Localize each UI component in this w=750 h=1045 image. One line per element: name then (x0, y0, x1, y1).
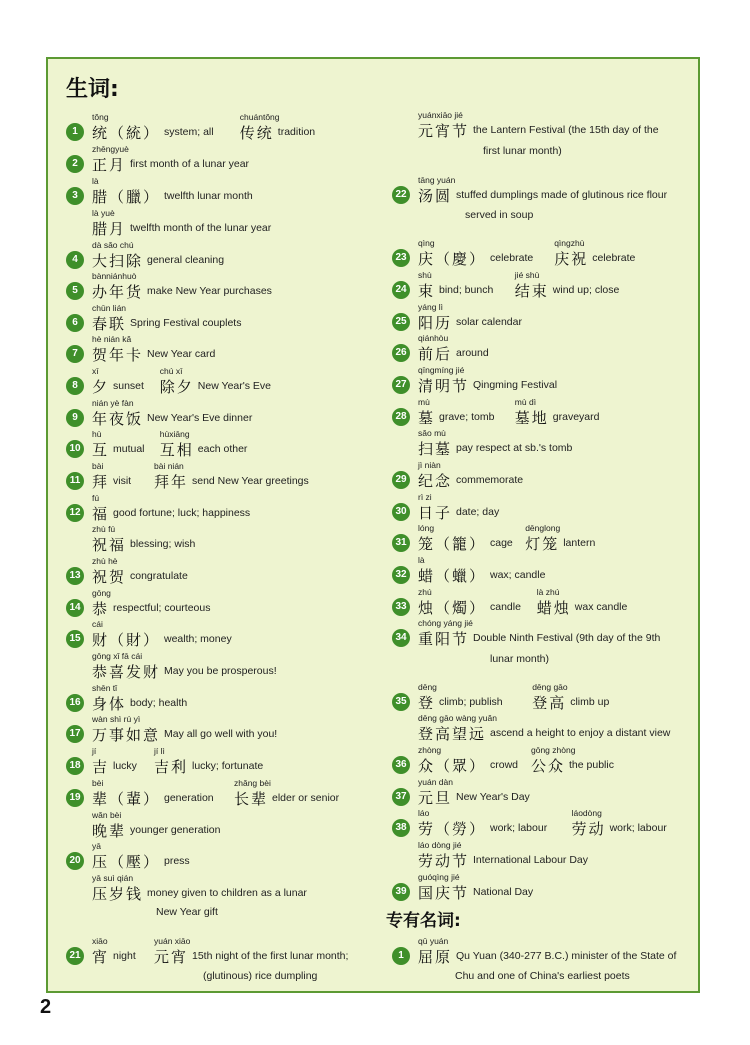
chinese-word: 吉利 (154, 758, 189, 776)
vocab-entry (66, 303, 386, 333)
pinyin: wàn shì rú yì (92, 714, 141, 724)
vocab-entry (66, 810, 386, 840)
english-meaning: ascend a height to enjoy a distant view (490, 727, 671, 739)
vocab-entry (66, 208, 386, 238)
pinyin: cái (92, 619, 103, 629)
pinyin: dà sǎo chú (92, 240, 134, 250)
vocab-entry (66, 334, 386, 364)
pinyin: bànniánhuò (92, 271, 137, 281)
pinyin: mù (418, 397, 430, 407)
chinese-word: 福 (92, 505, 110, 523)
pinyin: qìng (418, 238, 435, 248)
english-meaning-continued: Chu and one of China's earliest poets (455, 970, 630, 982)
chinese-word: 除夕 (159, 378, 194, 396)
english-meaning-continued: (glutinous) rice dumpling (203, 970, 318, 982)
pinyin: yā (92, 841, 101, 851)
vocab-entry (66, 778, 386, 808)
chinese-word: 登高 (532, 694, 567, 712)
vocab-entry (66, 841, 386, 871)
chinese-word: 前后 (418, 345, 453, 363)
pinyin: tǒng (92, 112, 109, 122)
entry-number-badge: 6 (66, 314, 84, 332)
pinyin: là (92, 176, 99, 186)
english-meaning: wax; candle (490, 569, 546, 581)
entry-number-badge: 20 (66, 852, 84, 870)
chinese-word: 庆（慶） (418, 250, 487, 268)
pinyin: qū yuán (418, 936, 449, 946)
pinyin: chú xī (159, 366, 183, 376)
entry-number-badge: 9 (66, 409, 84, 427)
pinyin: rì zi (418, 492, 432, 502)
english-meaning: climb up (570, 696, 610, 708)
english-meaning: generation (164, 792, 214, 804)
english-meaning: first month of a lunar year (130, 158, 250, 170)
pinyin: dēnglong (525, 523, 561, 533)
pinyin: chūn lián (92, 303, 127, 313)
english-meaning: general cleaning (147, 254, 225, 266)
chinese-word: 腊月 (92, 220, 127, 238)
chinese-word: 国庆节 (418, 884, 470, 902)
english-meaning: pay respect at sb.'s tomb (456, 442, 573, 454)
english-meaning: around (456, 347, 489, 359)
english-meaning: tradition (277, 126, 316, 138)
vocab-entry (392, 175, 712, 205)
chinese-word: 墓 (418, 409, 436, 427)
chinese-word: 汤圆 (418, 187, 453, 205)
pinyin: qìngzhù (554, 238, 585, 248)
english-meaning: celebrate (592, 252, 636, 264)
vocab-entry (392, 936, 712, 966)
chinese-word: 宵 (92, 948, 110, 966)
chinese-word: 腊（臘） (92, 188, 161, 206)
vocab-entry (66, 936, 386, 966)
chinese-word: 拜 (92, 473, 110, 491)
pinyin: jié shù (514, 270, 540, 280)
english-meaning: May you be prosperous! (164, 665, 277, 677)
chinese-word: 辈（輩） (92, 790, 161, 808)
entry-number-badge: 25 (392, 313, 410, 331)
chinese-word: 互 (92, 441, 110, 459)
english-meaning: the public (569, 759, 614, 771)
english-meaning: grave; tomb (439, 411, 495, 423)
english-meaning-continued: lunar month) (490, 653, 549, 665)
entry-number-badge: 3 (66, 187, 84, 205)
english-meaning: Qu Yuan (340-277 B.C.) minister of the State of (456, 950, 677, 962)
chinese-word: 拜年 (154, 473, 189, 491)
english-meaning: date; day (456, 506, 500, 518)
chinese-word: 长辈 (234, 790, 269, 808)
entry-number-badge: 23 (392, 249, 410, 267)
chinese-word: 清明节 (418, 377, 470, 395)
vocab-entry (392, 397, 712, 427)
page-number: 2 (40, 996, 52, 1018)
entry-number-badge: 36 (392, 756, 410, 774)
chinese-word: 蜡（蠟） (418, 567, 487, 585)
chinese-word: 公众 (531, 757, 566, 775)
chinese-word: 扫墓 (418, 440, 453, 458)
english-meaning: work; labour (609, 822, 667, 834)
pinyin: fú (92, 493, 100, 503)
chinese-word: 束 (418, 282, 436, 300)
vocab-entry (392, 333, 712, 363)
english-meaning: candle (490, 601, 521, 613)
vocab-entry (66, 461, 386, 491)
entry-number-badge: 5 (66, 282, 84, 300)
english-meaning: respectful; courteous (113, 602, 211, 614)
pinyin: yuán xiāo (154, 936, 191, 946)
entry-number-badge: 14 (66, 599, 84, 617)
pinyin: gōng zhòng (531, 745, 576, 755)
page-title: 生词: (66, 77, 119, 102)
english-meaning: congratulate (130, 570, 188, 582)
english-meaning: elder or senior (272, 792, 340, 804)
entry-number-badge: 37 (392, 788, 410, 806)
entry-number-badge: 17 (66, 725, 84, 743)
english-meaning: solar calendar (456, 316, 522, 328)
pinyin: shēn tǐ (92, 683, 118, 693)
entry-number-badge: 1 (392, 947, 410, 965)
chinese-word: 劳（勞） (418, 820, 487, 838)
entry-number-badge: 38 (392, 819, 410, 837)
entry-number-badge: 19 (66, 789, 84, 807)
chinese-word: 正月 (92, 156, 127, 174)
pinyin: gōng (92, 588, 111, 598)
proper-nouns-title: 专有名词: (386, 911, 461, 931)
english-meaning: climb; publish (439, 696, 503, 708)
pinyin: dēng gāo wàng yuǎn (418, 713, 497, 723)
chinese-word: 春联 (92, 315, 127, 333)
english-meaning: visit (113, 475, 132, 487)
english-meaning: wealth; money (164, 633, 232, 645)
vocab-entry (392, 270, 712, 300)
pinyin: zhù fú (92, 524, 116, 534)
vocab-entry (66, 176, 386, 206)
chinese-word: 恭 (92, 600, 110, 618)
pinyin: jí (92, 746, 97, 756)
chinese-word: 恭喜发财 (92, 663, 161, 681)
entry-number-badge: 33 (392, 598, 410, 616)
entry-number-badge: 28 (392, 408, 410, 426)
english-meaning: sunset (113, 380, 144, 392)
english-meaning: twelfth month of the lunar year (130, 222, 272, 234)
pinyin: xī (92, 366, 99, 376)
english-meaning: younger generation (130, 824, 221, 836)
entry-number-badge: 13 (66, 567, 84, 585)
english-meaning: each other (197, 443, 248, 455)
english-meaning: blessing; wish (130, 538, 196, 550)
entry-number-badge: 22 (392, 186, 410, 204)
chinese-word: 祝贺 (92, 568, 127, 586)
chinese-word: 统（統） (92, 124, 161, 142)
chinese-word: 蜡烛 (536, 599, 571, 617)
entry-number-badge: 34 (392, 629, 410, 647)
chinese-word: 祝福 (92, 536, 127, 554)
vocab-entry (392, 587, 712, 617)
entry-number-badge: 7 (66, 345, 84, 363)
entry-number-badge: 1 (66, 123, 84, 141)
pinyin: bài nián (154, 461, 184, 471)
pinyin: qīngmíng jié (418, 365, 465, 375)
vocab-entry (392, 460, 712, 490)
vocab-entry (392, 238, 712, 268)
chinese-word: 元宵节 (418, 122, 470, 140)
entry-number-badge: 2 (66, 155, 84, 173)
pinyin: xiāo (92, 936, 108, 946)
vocab-entry (392, 618, 712, 648)
pinyin: zhǎng bèi (234, 778, 271, 788)
vocab-entry (66, 429, 386, 459)
chinese-word: 万事如意 (92, 726, 161, 744)
vocab-entry (392, 555, 712, 585)
chinese-word: 身体 (92, 695, 127, 713)
vocab-entry (66, 588, 386, 618)
pinyin: bèi (92, 778, 104, 788)
vocab-entry (392, 777, 712, 807)
english-meaning: lucky (113, 760, 137, 772)
english-meaning: New Year card (147, 348, 216, 360)
chinese-word: 元宵 (154, 948, 189, 966)
english-meaning: wax candle (574, 601, 628, 613)
chinese-word: 吉 (92, 758, 110, 776)
entry-number-badge: 35 (392, 693, 410, 711)
english-meaning: May all go well with you! (164, 728, 278, 740)
chinese-word: 烛（燭） (418, 599, 487, 617)
chinese-word: 大扫除 (92, 252, 144, 270)
english-meaning: work; labour (490, 822, 548, 834)
english-meaning: money given to children as a lunar (147, 887, 307, 899)
pinyin: lóng (418, 523, 435, 533)
english-meaning: lantern (563, 537, 596, 549)
vocab-entry (66, 112, 386, 142)
pinyin: chuántǒng (239, 112, 280, 122)
pinyin: yuán dàn (418, 777, 453, 787)
english-meaning: send New Year greetings (192, 475, 309, 487)
english-meaning: Spring Festival couplets (130, 317, 242, 329)
chinese-word: 元旦 (418, 789, 453, 807)
chinese-word: 日子 (418, 504, 453, 522)
chinese-word: 笼（籠） (418, 535, 487, 553)
pinyin: zhù hè (92, 556, 118, 566)
chinese-word: 众（眾） (418, 757, 487, 775)
pinyin: tāng yuán (418, 175, 456, 185)
english-meaning: National Day (473, 886, 534, 898)
pinyin: là (418, 555, 425, 565)
pinyin: hùxiāng (159, 429, 190, 439)
pinyin: zhú (418, 587, 432, 597)
pinyin: hù (92, 429, 102, 439)
entry-number-badge: 18 (66, 757, 84, 775)
entry-number-badge: 8 (66, 377, 84, 395)
vocab-entry (392, 808, 712, 838)
english-meaning: press (164, 855, 190, 867)
english-meaning: celebrate (490, 252, 534, 264)
vocab-entry (66, 271, 386, 301)
pinyin: yā suì qián (92, 873, 134, 883)
vocab-entry (66, 746, 386, 776)
vocab-entry (392, 745, 712, 775)
english-meaning: Qingming Festival (473, 379, 558, 391)
english-meaning: night (113, 950, 136, 962)
pinyin: jí lì (154, 746, 165, 756)
chinese-word: 纪念 (418, 472, 453, 490)
english-meaning: mutual (113, 443, 145, 455)
english-meaning: body; health (130, 697, 188, 709)
vocab-entry (66, 651, 386, 681)
vocab-entry (66, 683, 386, 713)
vocab-entry (392, 523, 712, 553)
english-meaning: bind; bunch (439, 284, 494, 296)
entry-number-badge: 11 (66, 472, 84, 490)
chinese-word: 结束 (514, 282, 549, 300)
vocab-entry (392, 840, 712, 870)
chinese-word: 劳动节 (418, 852, 470, 870)
chinese-word: 屈原 (418, 948, 453, 966)
pinyin: hè nián kǎ (92, 334, 132, 344)
chinese-word: 登 (418, 694, 436, 712)
english-meaning: cage (490, 537, 513, 549)
pinyin: guóqìng jié (418, 872, 460, 882)
english-meaning: wind up; close (552, 284, 620, 296)
pinyin: láodòng (571, 808, 602, 818)
english-meaning: make New Year purchases (147, 285, 272, 297)
vocab-entry (66, 556, 386, 586)
english-meaning: New Year's Day (456, 791, 530, 803)
vocab-entry (66, 873, 386, 903)
english-meaning: lucky; fortunate (192, 760, 264, 772)
pinyin: láo (418, 808, 430, 818)
pinyin: láo dòng jié (418, 840, 462, 850)
english-meaning: 15th night of the first lunar month; (192, 950, 349, 962)
english-meaning: crowd (490, 759, 519, 771)
pinyin: là yuè (92, 208, 115, 218)
pinyin: mù dì (514, 397, 537, 407)
english-meaning-continued: served in soup (465, 209, 534, 221)
chinese-word: 夕 (92, 378, 110, 396)
chinese-word: 灯笼 (525, 535, 560, 553)
english-meaning: twelfth lunar month (164, 190, 253, 202)
entry-number-badge: 16 (66, 694, 84, 712)
vocab-entry (392, 428, 712, 458)
chinese-word: 年夜饭 (92, 410, 144, 428)
english-meaning: system; all (164, 126, 214, 138)
entry-number-badge: 26 (392, 344, 410, 362)
chinese-word: 登高望远 (418, 725, 487, 743)
vocab-entry (392, 365, 712, 395)
vocab-entry (392, 302, 712, 332)
pinyin: dēng gāo (532, 682, 568, 692)
vocab-entry (392, 492, 712, 522)
chinese-word: 庆祝 (554, 250, 589, 268)
pinyin: jì niàn (418, 460, 441, 470)
entry-number-badge: 4 (66, 251, 84, 269)
english-meaning: International Labour Day (473, 854, 588, 866)
english-meaning: the Lantern Festival (the 15th day of the (473, 124, 659, 136)
pinyin: zhòng (418, 745, 442, 755)
chinese-word: 重阳节 (418, 630, 470, 648)
pinyin: là zhú (536, 587, 560, 597)
vocab-entry (392, 682, 712, 712)
english-meaning-continued: New Year gift (156, 906, 218, 918)
english-meaning: good fortune; luck; happiness (113, 507, 251, 519)
english-meaning: stuffed dumplings made of glutinous rice flour (456, 189, 668, 201)
vocab-entry (66, 493, 386, 523)
entry-number-badge: 29 (392, 471, 410, 489)
entry-number-badge: 39 (392, 883, 410, 901)
chinese-word: 互相 (159, 441, 194, 459)
pinyin: gōng xǐ fā cái (92, 651, 143, 661)
vocab-entry (66, 240, 386, 270)
pinyin: wǎn bèi (92, 810, 122, 820)
pinyin: yáng lì (418, 302, 444, 312)
pinyin: shù (418, 270, 432, 280)
entry-number-badge: 21 (66, 947, 84, 965)
english-meaning-continued: first lunar month) (483, 145, 562, 157)
pinyin: nián yè fàn (92, 398, 134, 408)
english-meaning: graveyard (552, 411, 600, 423)
vocab-entry (392, 872, 712, 902)
entry-number-badge: 24 (392, 281, 410, 299)
pinyin: sǎo mù (418, 428, 446, 438)
chinese-word: 墓地 (514, 409, 549, 427)
chinese-word: 晚辈 (92, 822, 127, 840)
pinyin: qiánhòu (418, 333, 449, 343)
chinese-word: 贺年卡 (92, 346, 144, 364)
chinese-word: 阳历 (418, 314, 453, 332)
english-meaning: commemorate (456, 474, 524, 486)
pinyin: chóng yáng jié (418, 618, 473, 628)
vocab-entry (66, 398, 386, 428)
pinyin: zhēngyuè (92, 144, 129, 154)
entry-number-badge: 31 (392, 534, 410, 552)
pinyin: dēng (418, 682, 437, 692)
vocab-entry (66, 144, 386, 174)
chinese-word: 劳动 (571, 820, 606, 838)
entry-number-badge: 10 (66, 440, 84, 458)
pinyin: yuánxiāo jié (418, 110, 463, 120)
chinese-word: 传统 (239, 124, 274, 142)
entry-number-badge: 27 (392, 376, 410, 394)
entry-number-badge: 30 (392, 503, 410, 521)
chinese-word: 压（壓） (92, 853, 161, 871)
pinyin: bài (92, 461, 104, 471)
english-meaning: New Year's Eve dinner (147, 412, 253, 424)
chinese-word: 财（財） (92, 631, 161, 649)
vocab-entry (66, 366, 386, 396)
entry-number-badge: 15 (66, 630, 84, 648)
vocab-entry (392, 110, 712, 140)
entry-number-badge: 32 (392, 566, 410, 584)
entry-number-badge: 12 (66, 504, 84, 522)
english-meaning: Double Ninth Festival (9th day of the 9th (473, 632, 661, 644)
english-meaning: New Year's Eve (197, 380, 272, 392)
chinese-word: 办年货 (92, 283, 144, 301)
vocab-entry (392, 713, 712, 743)
vocab-entry (66, 619, 386, 649)
vocab-entry (66, 714, 386, 744)
chinese-word: 压岁钱 (92, 885, 144, 903)
vocab-entry (66, 524, 386, 554)
